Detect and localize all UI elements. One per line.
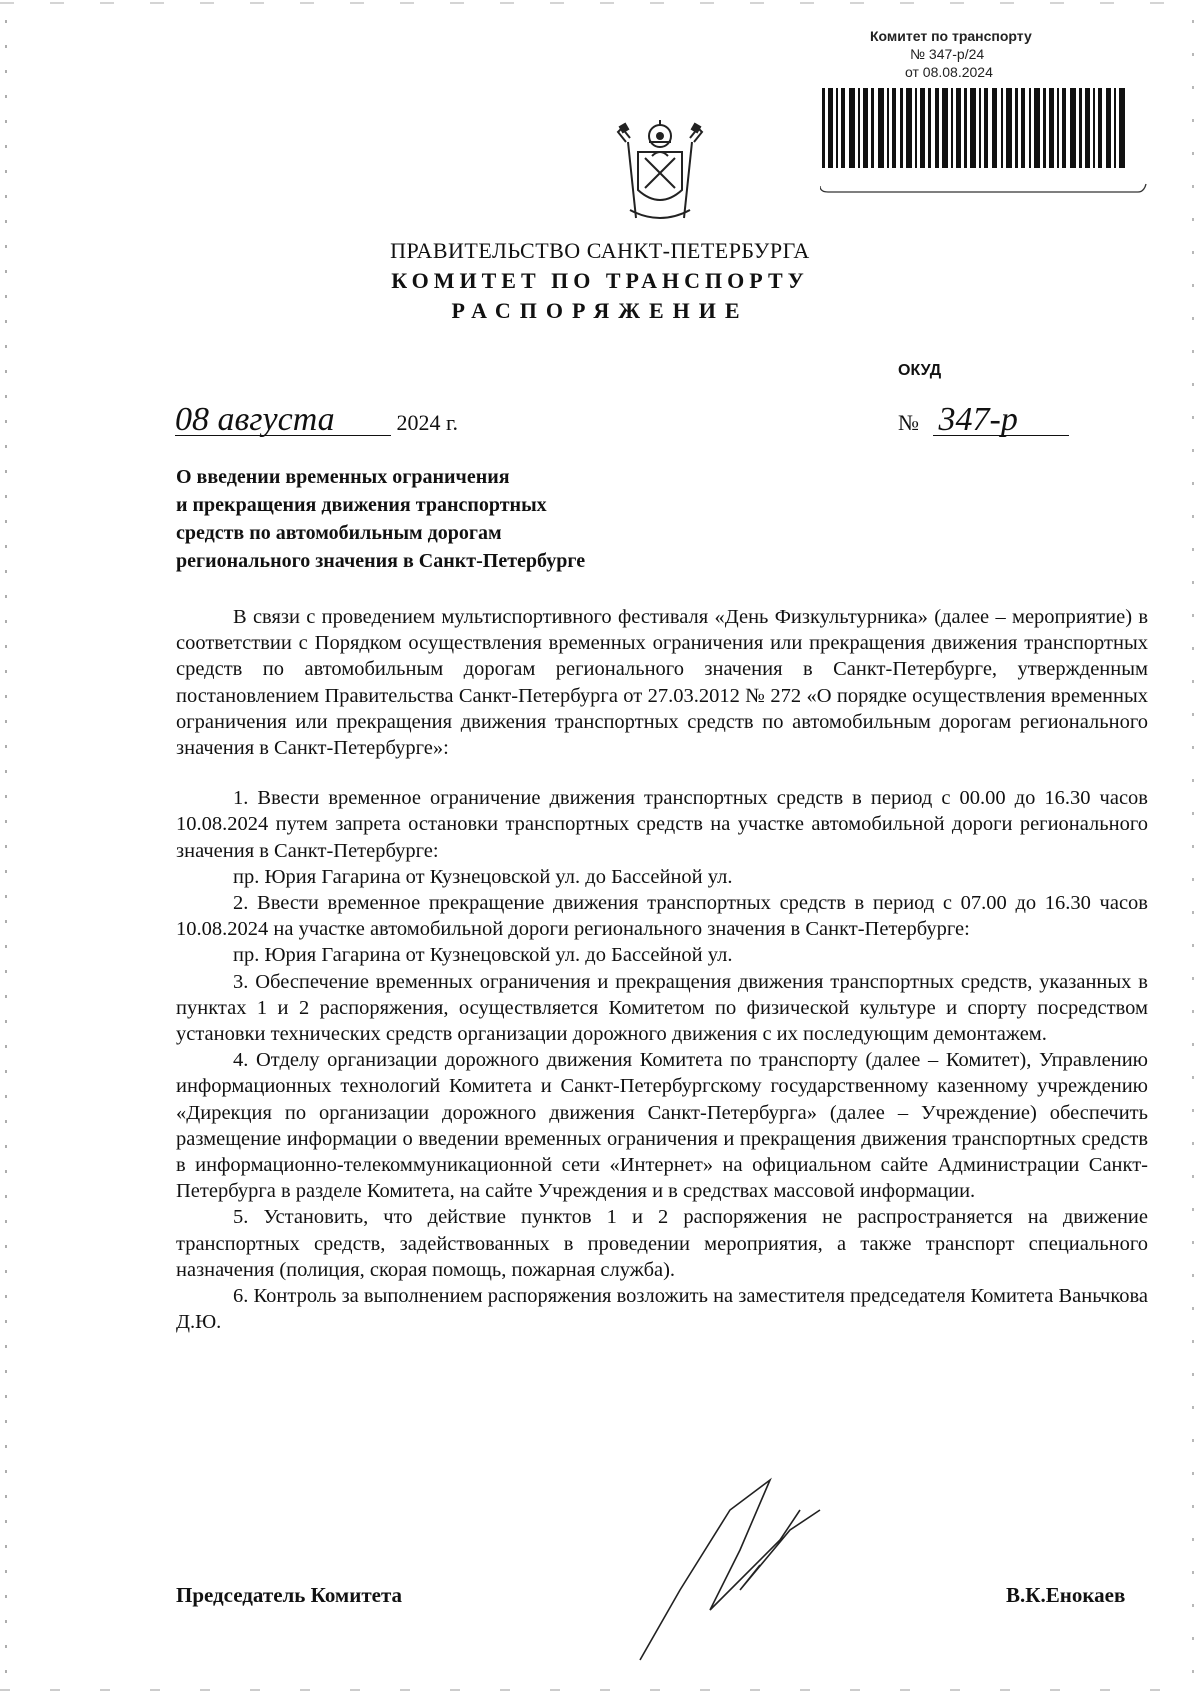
item-2: 2. Ввести временное прекращение движения транспортных средств в период с 07.00 до 16.30 часов 10.08.2024 на участке автомобильной дороги регионального значения в Санкт-Петербурге: [176, 892, 1148, 941]
item-1: 1. Ввести временное ограничение движения транспортных средств в период с 00.00 до 16.30 часов 10.08.2024 путем запрета остановки транспортных средств на участке автомобильной дороги регионального значения в Санкт-Петербурге: [176, 787, 1148, 862]
stamp-date: от 08.08.2024 [905, 64, 993, 80]
item-3: 3. Обеспечение временных ограничения и прекращения движения транспортных средств, указанных в пунктах 1 и 2 распоряжения, осуществляется Комитетом по физической культуре и спорту посредством установки технических средств организации дорожного движения с их последующим демонтажем. [176, 970, 1148, 1046]
subject-line: и прекращения движения транспортных [176, 494, 547, 516]
registration-stamp [820, 28, 1150, 203]
signer-name: В.К.Енокаев [1006, 1583, 1126, 1607]
signer-position: Председатель Комитета [176, 1583, 403, 1607]
item-6: 6. Контроль за выполнением распоряжения возложить на заместителя председателя Комитета Ваньчкова Д.Ю. [176, 1285, 1148, 1334]
handwritten-signature [620, 1470, 880, 1670]
subject-line: средств по автомобильным дорогам [176, 522, 502, 544]
committee-title: КОМИТЕТ ПО ТРАНСПОРТУ [391, 268, 809, 293]
document-number [898, 401, 1069, 438]
handwritten-number: 347-р [933, 405, 1069, 436]
document-type: РАСПОРЯЖЕНИЕ [451, 298, 749, 323]
date-year: 2024 г. [396, 410, 459, 435]
stamp-number: № 347-р/24 [910, 46, 985, 62]
item-4: 4. Отделу организации дорожного движения Комитета по транспорту (далее – Комитет), Управлению информационных технологий Комитета и Санкт-Петербургскому государственному казенному учреждению «Дирекция по организации дорожного движения Санкт-Петербурга» (далее – Учреждение) обеспечить размещение информации о введении временных ограничения и прекращения движения транспортных средств в информационно-телекоммуникационной сети «Интернет» на официальном сайте Администрации Санкт-Петербурга в разделе Комитета, на сайте Учреждения и в средствах массовой информации. [176, 1049, 1148, 1203]
document-date [175, 401, 459, 438]
barcode-icon [820, 88, 1150, 203]
item-1-road: пр. Юрия Гагарина от Кузнецовской ул. до Бассейной ул. [233, 865, 733, 888]
subject-line: регионального значения в Санкт-Петербурге [176, 550, 586, 572]
number-prefix: № [898, 410, 919, 435]
government-title: ПРАВИТЕЛЬСТВО САНКТ-ПЕТЕРБУРГА [390, 238, 810, 263]
document-subject [176, 463, 736, 575]
item-5: 5. Установить, что действие пунктов 1 и 2 распоряжения не распространяется на движение транспортных средств, задействованных в проведении мероприятия, а также транспорт специального назначения (полиция, скорая помощь, пожарная служба). [176, 1206, 1148, 1281]
coat-of-arms-icon [600, 118, 720, 228]
stamp-organization: Комитет по транспорту [870, 28, 1032, 44]
handwritten-date: 08 августа [175, 405, 391, 436]
subject-line: О введении временных ограничения [176, 466, 510, 488]
preamble-paragraph: В связи с проведением мультиспортивного фестиваля «День Физкультурника» (далее – мероприятие) в соответствии с Порядком осуществления временных ограничения или прекращения движения транспортных средств по автомобильным дорогам регионального значения в Санкт-Петербурге, утвержденным постановлением Правительства Санкт-Петербурга от 27.03.2012 № 272 «О порядке осуществления временных ограничения или прекращения движения транспортных средств по автомобильным дорогам регионального значения в Санкт-Петербурге»: [176, 606, 1148, 760]
okud-label: ОКУД [898, 362, 942, 379]
item-2-road: пр. Юрия Гагарина от Кузнецовской ул. до Бассейной ул. [233, 944, 733, 967]
document-body [176, 604, 1148, 1335]
